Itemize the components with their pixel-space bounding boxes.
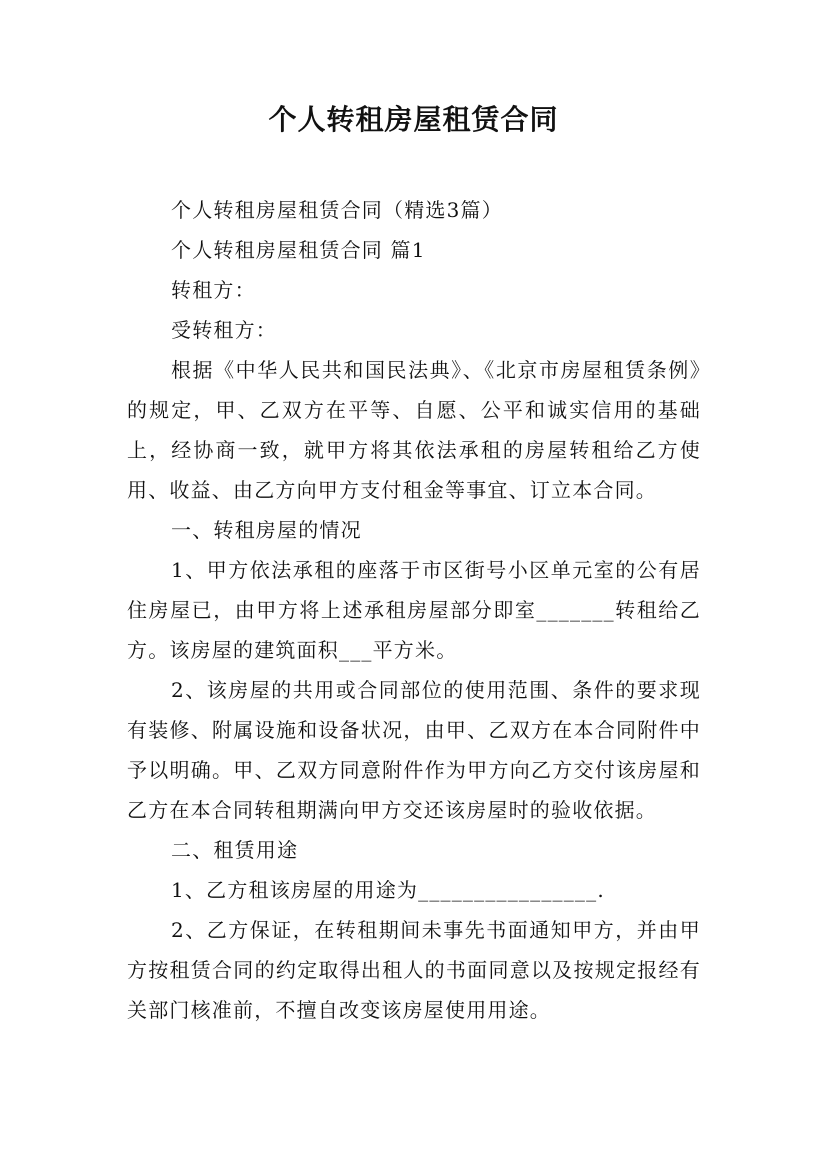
section-heading-2: 二、租赁用途: [171, 838, 299, 862]
paragraph-preamble: 根据《中华人民共和国民法典》、《北京市房屋租赁条例》的规定，甲、乙双方在平等、自愿、公平和诚实信用的基础上，经协商一致，就甲方将其依法承租的房屋转租给乙方使用、收益、由乙方向甲方支付租金等事宜、订立本合同。: [127, 358, 701, 502]
paragraph-sublessor: 转租方：: [171, 278, 256, 302]
paragraph-clause-2-1: 1、乙方租该房屋的用途为________________.: [171, 878, 605, 902]
paragraph-subtitle: 个人转租房屋租赁合同（精选3篇）: [171, 198, 503, 222]
paragraph-clause-1-1: 1、甲方依法承租的座落于市区街号小区单元室的公有居住房屋已，由甲方将上述承租房屋部分即室_______转租给乙方。该房屋的建筑面积___平方米。: [127, 558, 701, 662]
paragraph-sublessee: 受转租方：: [171, 318, 277, 342]
paragraph-clause-2-2: 2、乙方保证，在转租期间未事先书面通知甲方，并由甲方按租赁合同的约定取得出租人的书面同意以及按规定报经有关部门核准前，不擅自改变该房屋使用用途。: [127, 918, 701, 1022]
paragraph-part-heading: 个人转租房屋租赁合同 篇1: [171, 238, 426, 262]
document-body: [127, 190, 701, 1030]
section-heading-1: 一、转租房屋的情况: [171, 518, 362, 542]
paragraph-clause-1-2: 2、该房屋的共用或合同部位的使用范围、条件的要求现有装修、附属设施和设备状况，由甲、乙双方在本合同附件中予以明确。甲、乙双方同意附件作为甲方向乙方交付该房屋和乙方在本合同转租期满向甲方交还该房屋时的验收依据。: [127, 678, 701, 822]
document-title: 个人转租房屋租赁合同: [268, 103, 559, 136]
